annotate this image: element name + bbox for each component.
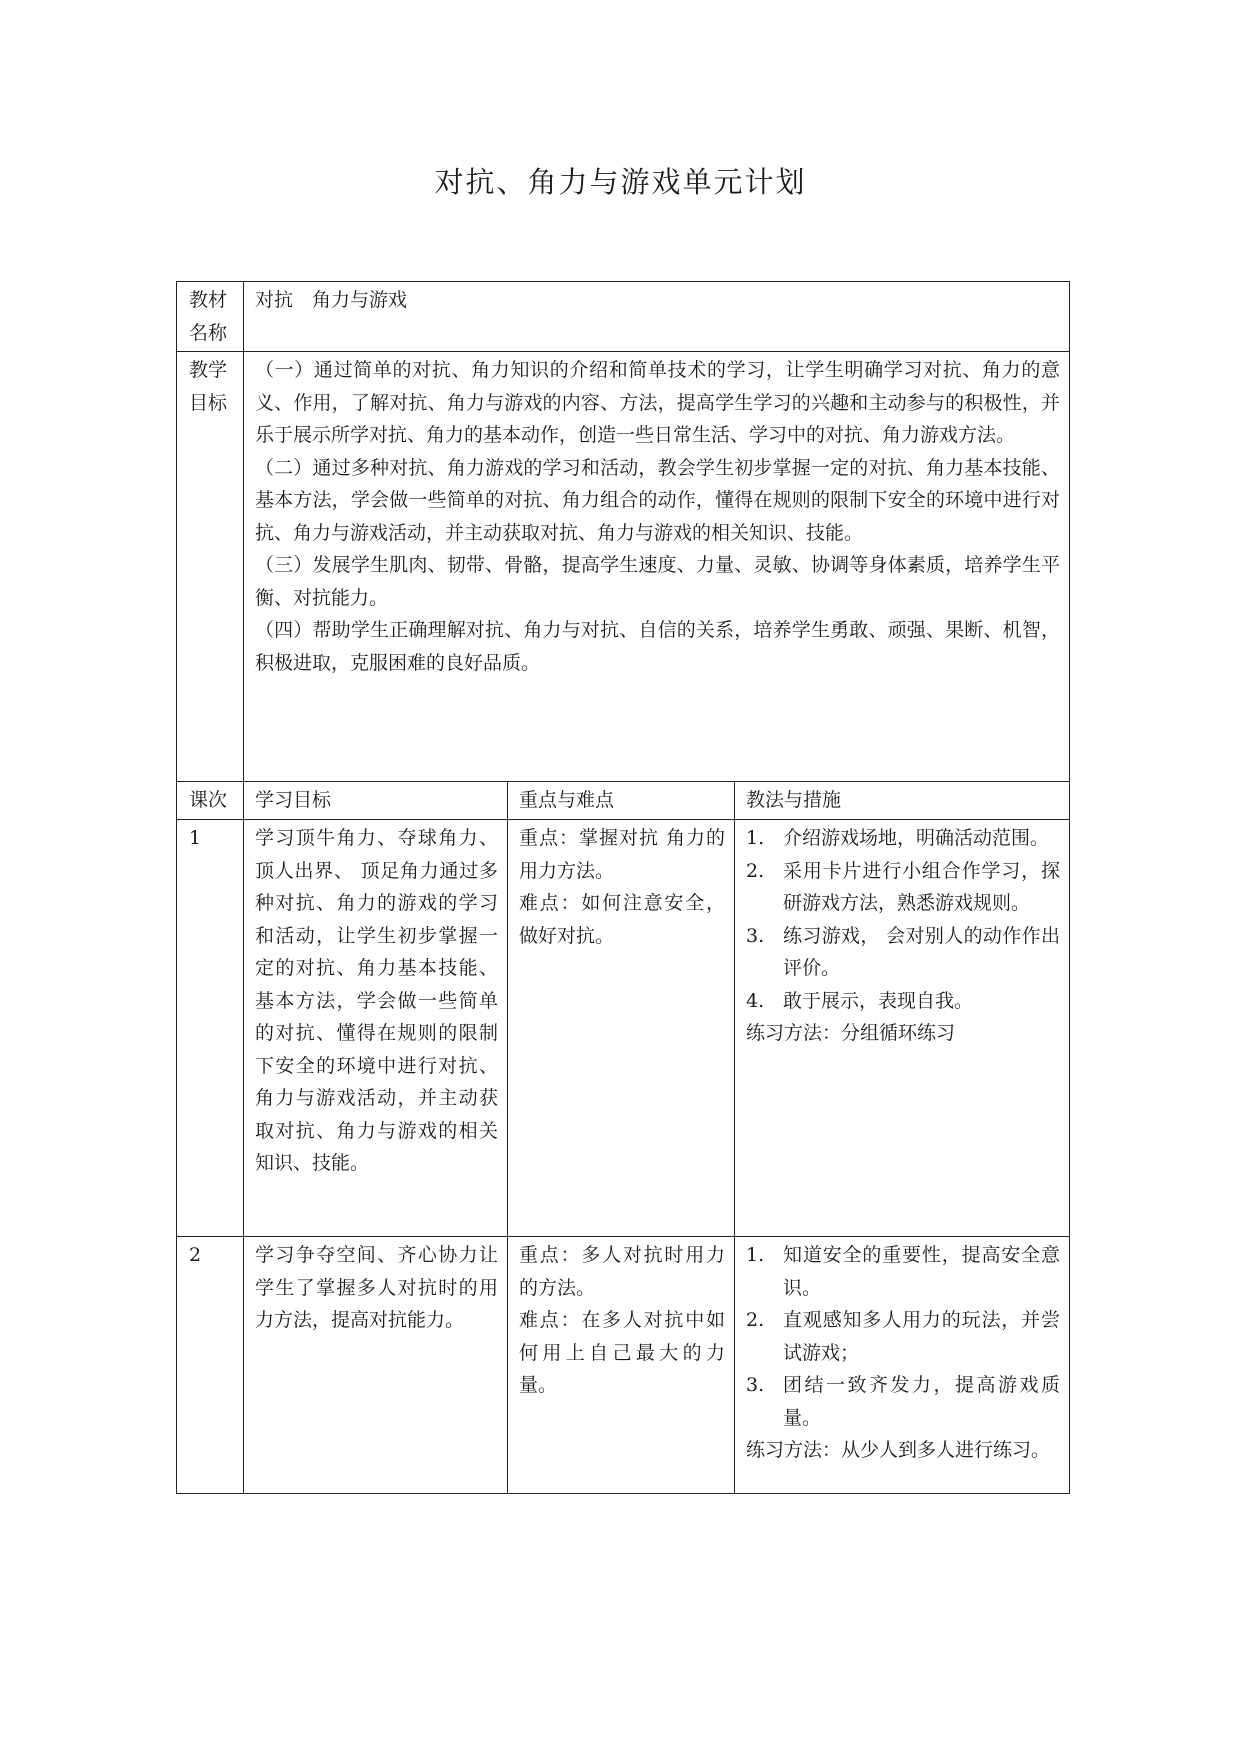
lesson-difficulty: 难点：在多人对抗中如何用上自己最大的力量。 [519,1309,725,1396]
lesson-key-cell [508,820,735,1237]
lesson-method-cell [735,820,1070,1237]
lesson-key-cell [508,1237,735,1494]
practice-method: 练习方法：分组循环练习 [746,1022,956,1044]
step-text: 团结一致齐发力，提高游戏质量。 [783,1374,1060,1429]
method-steps [746,1239,1060,1434]
objective-item: （二）通过多种对抗、角力游戏的学习和活动，教会学生初步掌握一定的对抗、角力基本技能、基本方法，学会做一些简单的对抗、角力组合的动作，懂得在规则的限制下安全的环境中进行对抗、角力与游戏活动，并主动获取对抗、角力与游戏的相关知识、技能。 [255,456,1060,544]
material-value: 对抗 角力与游戏 [244,282,1070,352]
objective-item: （三）发展学生肌肉、韧带、骨骼，提高学生速度、力量、灵敏、协调等身体素质，培养学生平衡、对抗能力。 [255,554,1060,609]
objectives-label: 教学目标 [177,352,244,782]
lesson-goal: 学习顶牛角力、夺球角力、顶人出界、 顶足角力通过多种对抗、角力的游戏的学习和活动，让学生初步掌握一定的对抗、角力基本技能、基本方法，学会做一些简单的对抗、懂得在规则的限制下安全的环境中进行对抗、角力与游戏活动，并主动获取对抗、角力与游戏的相关知识、技能。 [244,820,508,1237]
step-text: 采用卡片进行小组合作学习，探研游戏方法，熟悉游戏规则。 [783,859,1060,914]
unit-plan-table [176,281,1070,1494]
step-number: 1. [746,827,765,849]
method-step [746,1304,1060,1369]
lesson-row [177,1237,1070,1494]
lesson-method-cell [735,1237,1070,1494]
lesson-number: 2 [177,1237,244,1494]
step-number: 3. [746,1374,765,1396]
lesson-row [177,820,1070,1237]
step-text: 直观感知多人用力的玩法，并尝试游戏； [783,1309,1060,1364]
method-step [746,985,1060,1018]
step-number: 2. [746,1309,765,1331]
header-key: 重点与难点 [508,782,735,820]
step-text: 知道安全的重要性，提高安全意识。 [783,1244,1060,1299]
step-number: 1. [746,1244,765,1266]
method-step [746,1369,1060,1434]
objectives-row [177,352,1070,782]
method-step [746,1239,1060,1304]
step-number: 3. [746,924,765,947]
header-method: 教法与措施 [735,782,1070,820]
lesson-number: 1 [177,820,244,1237]
objective-item: （四）帮助学生正确理解对抗、角力与对抗、自信的关系，培养学生勇敢、顽强、果断、机智，积极进取，克服困难的良好品质。 [255,619,1060,674]
lesson-key-point: 重点：掌握对抗 角力的用力方法。 [519,827,725,882]
material-row [177,282,1070,352]
material-label: 教材名称 [177,282,244,352]
lesson-key-point: 重点：多人对抗时用力的方法。 [519,1244,725,1299]
page-title: 对抗、角力与游戏单元计划 [434,165,807,199]
step-text: 练习游戏， 会对别人的动作作出评价。 [783,924,1060,979]
header-goal: 学习目标 [244,782,508,820]
lesson-difficulty: 难点：如何注意安全，做好对抗。 [519,892,725,947]
objectives-cell [244,352,1070,782]
lesson-goal: 学习争夺空间、齐心协力让学生了掌握多人对抗时的用力方法，提高对抗能力。 [244,1237,508,1494]
method-step [746,822,1060,855]
objective-item: （一）通过简单的对抗、角力知识的介绍和简单技术的学习，让学生明确学习对抗、角力的意义、作用，了解对抗、角力与游戏的内容、方法，提高学生学习的兴趣和主动参与的积极性，并乐于展示所学对抗、角力的基本动作，创造一些日常生活、学习中的对抗、角力游戏方法。 [255,359,1060,446]
method-step [746,920,1060,985]
header-lesson: 课次 [177,782,244,820]
step-number: 4. [746,989,765,1012]
method-step [746,855,1060,920]
practice-method: 练习方法：从少人到多人进行练习。 [746,1439,1051,1461]
header-row [177,782,1070,820]
step-text: 介绍游戏场地，明确活动范围。 [783,827,1050,849]
method-steps [746,822,1060,1017]
step-text: 敢于展示，表现自我。 [783,989,974,1012]
step-number: 2. [746,859,765,882]
